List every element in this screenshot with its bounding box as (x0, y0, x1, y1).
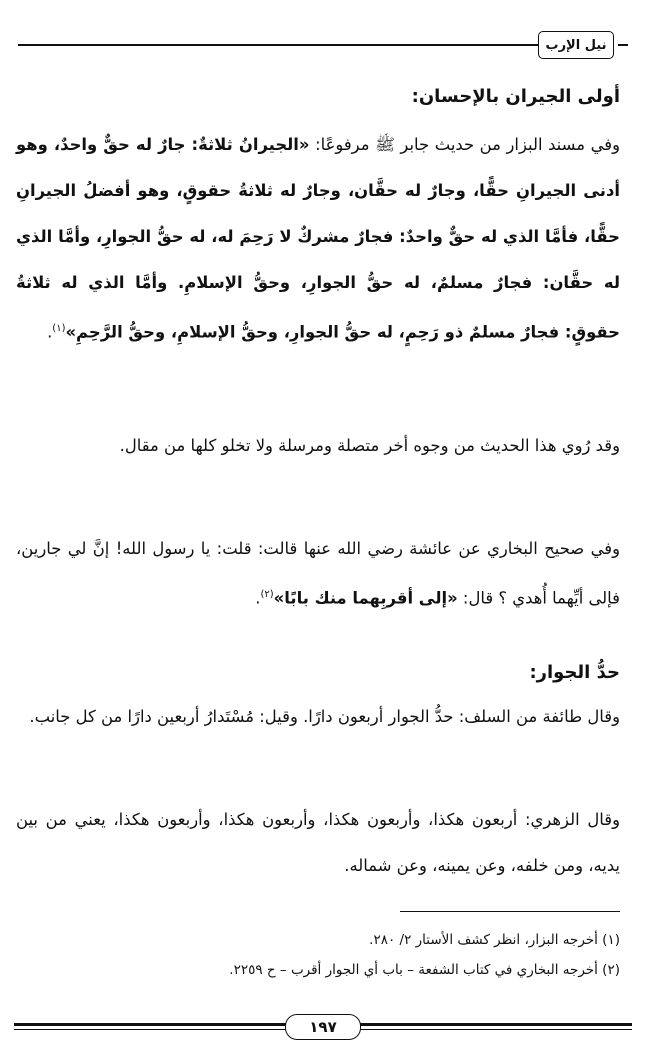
paragraph-zuhri-opinion: وقال الزهري: أربعون هكذا، وأربعون هكذا، وأربعون هكذا، وأربعون هكذا، يعني من بين يديه، ومن خلفه، وعن يمينه، وعن شماله. (16, 810, 620, 875)
section-heading-best-neighbors: أولى الجيران بالإحسان: (411, 86, 620, 107)
paragraph-salaf-opinion: وقال طائفة من السلف: حدُّ الجوار أربعون دارًا. وقيل: مُسْتَدارُ أربعين دارًا من كل جانب. (29, 707, 620, 726)
paragraph-intro: وفي صحيح البخاري عن عائشة رضي الله عنها قالت: قلت: يا رسول الله! إنَّ لي جارين، فإلى أيِّهما أُهدي ؟ قال: (16, 539, 620, 608)
footnote-separator (400, 911, 620, 912)
hadith-text: «الجيرانُ ثلاثةٌ: جارٌ له حقٌّ واحدٌ، وهو أدنى الجيرانِ حقًّا، وجارٌ له حقَّان، وجارٌ له ثلاثةُ حقوقٍ، وهو أفضلُ الجيرانِ حقًّا، فأمَّا الذي له حقٌّ واحدٌ: فجارٌ مشركٌ لا رَحِمَ له، له حقُّ الجوارِ، وأمَّا الذي له حقَّان: فجارٌ مسلمٌ، له حقُّ الجوارِ، وحقُّ الإسلامِ. وأمَّا الذي له ثلاثةُ حقوقٍ: فجارٌ مسلمٌ ذو رَحِمٍ، له حقُّ الجوارِ، وحقُّ الإسلامِ، وحقُّ الرَّحِمِ» (16, 135, 620, 342)
header-rule (18, 44, 538, 46)
paragraph-bukhari-hadith (16, 526, 620, 621)
footnote-2: (٢) أخرجه البخاري في كتاب الشفعة – باب أي الجوار أقرب – ح ٢٢٥٩. (229, 962, 620, 978)
book-title-badge: نيل الإرب (538, 31, 614, 59)
footnote-ref-2: (٢) (260, 589, 274, 600)
footnote-1: (١) أخرجه البزار، انظر كشف الأستار ٢/ ٢٨٠. (369, 932, 620, 948)
page-number: ١٩٧ (285, 1014, 361, 1040)
page-header (18, 28, 628, 62)
section-heading-neighborhood-limit: حدُّ الجوار: (529, 662, 620, 683)
paragraph-intro: وفي مسند البزار من حديث جابر ﷺ مرفوعًا: (309, 135, 620, 154)
hadith-text: «إلى أقربِهما منك بابًا» (273, 588, 458, 608)
header-rule-tail (618, 44, 628, 46)
footnote-ref-1: (١) (52, 323, 66, 334)
paragraph-end: . (47, 322, 53, 342)
paragraph-other-narrations: وقد رُوي هذا الحديث من وجوه أخر متصلة ومرسلة ولا تخلو كلها من مقال. (119, 436, 620, 455)
paragraph-end: . (255, 588, 261, 608)
paragraph-bazzar-hadith (16, 122, 620, 355)
